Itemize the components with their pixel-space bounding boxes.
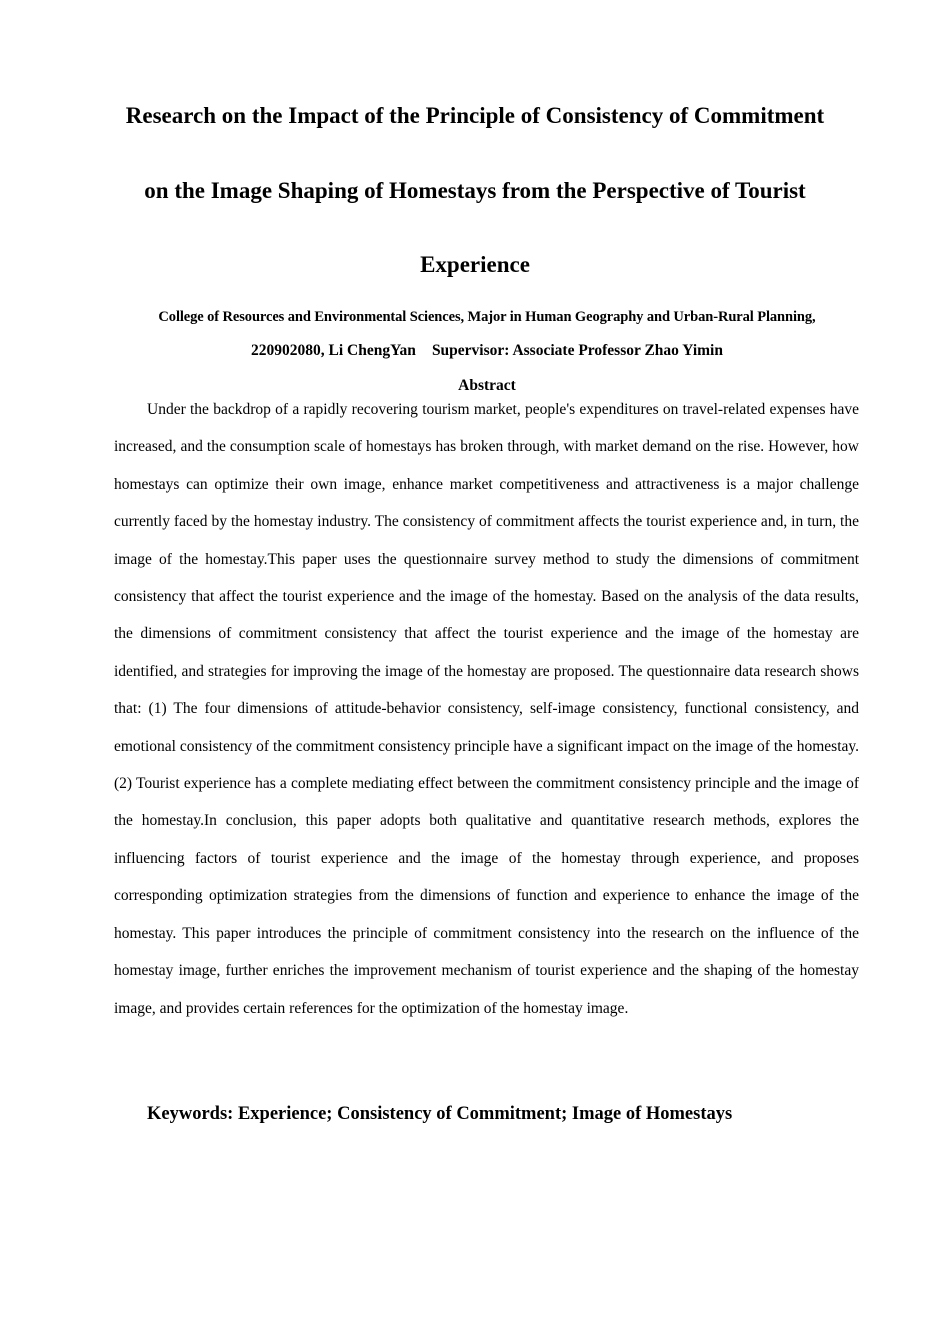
affiliation-line: College of Resources and Environmental Sciences, Major in Human Geography and Urban-Rural Planning, bbox=[158, 309, 816, 325]
keywords-line: Keywords: Experience; Consistency of Commitment; Image of Homestays bbox=[147, 1104, 733, 1124]
abstract-text: Under the backdrop of a rapidly recovering tourism market, people's expenditures on travel-related expenses have increased, and the consumption scale of homestays has broken through, with market demand on the rise. However, how homestays can optimize their own image, enhance market competitiveness and attractiveness is a major challenge currently faced by the homestay industry. The consistency of commitment affects the tourist experience and, in turn, the image of the homestay.This paper uses the questionnaire survey method to study the dimensions of commitment consistency that affect the tourist experience and the image of the homestay. Based on the analysis of the data results, the dimensions of commitment consistency that affect the tourist experience and the image of the homestay are identified, and strategies for improving the image of the homestay are proposed. The questionnaire data research shows that: (1) The four dimensions of attitude-behavior consistency, self-image consistency, functional consistency, and emotional consistency of the commitment consistency principle have a significant impact on the image of the homestay. (2) Tourist experience has a complete mediating effect between the commitment consistency principle and the image of the homestay.In conclusion, this paper adopts both qualitative and quantitative research methods, explores the influencing factors of tourist experience and the image of the homestay through experience, and proposes corresponding optimization strategies from the dimensions of function and experience to enhance the image of the homestay. This paper introduces the principle of commitment consistency into the research on the influence of the homestay image, further enriches the improvement mechanism of tourist experience and the shaping of the homestay image, and provides certain references for the optimization of the homestay image. bbox=[114, 401, 859, 1017]
paper-title-line-3: Experience bbox=[420, 252, 530, 277]
paper-title-line-1: Research on the Impact of the Principle of Consistency of Commitment bbox=[125, 103, 825, 128]
paper-title-line-2: on the Image Shaping of Homestays from the Perspective of Tourist bbox=[144, 178, 806, 203]
author-id-name: 220902080, Li ChengYan bbox=[251, 342, 416, 359]
supervisor-name: Supervisor: Associate Professor Zhao Yimin bbox=[431, 342, 723, 359]
abstract-heading: Abstract bbox=[458, 377, 516, 394]
author-supervisor-line bbox=[0, 341, 950, 361]
